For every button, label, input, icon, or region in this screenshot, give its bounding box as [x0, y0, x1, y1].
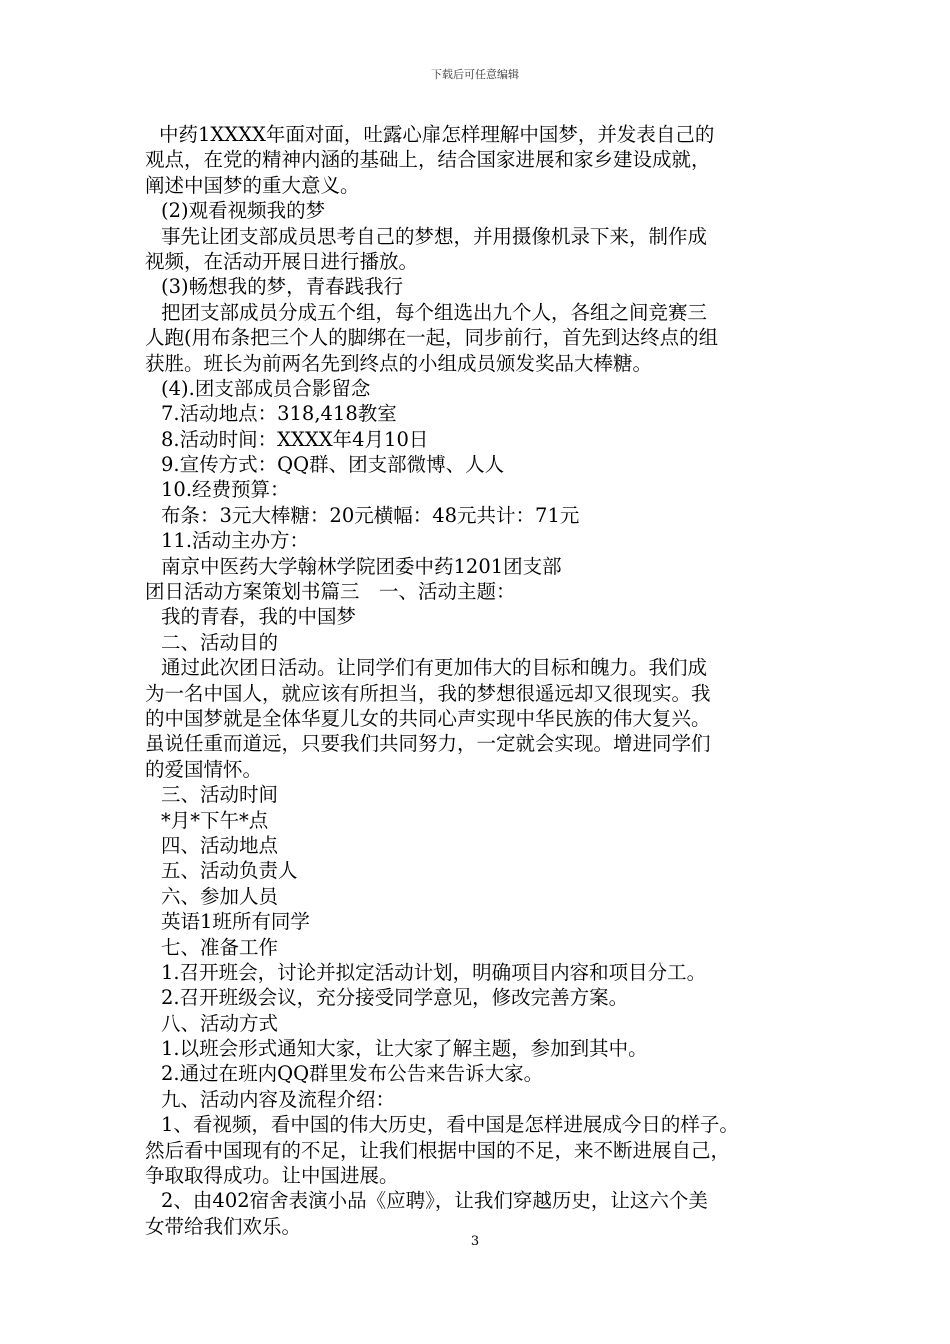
text-line: 11.活动主办方： [161, 529, 310, 553]
text-line: 观点，在党的精神内涵的基础上，结合国家进展和家乡建设成就， [145, 148, 711, 172]
page-header: 下载后可任意编辑 [431, 68, 519, 81]
text-line: 把团支部成员分成五个组，每个组选出九个人，各组之间竞赛三 [161, 300, 708, 324]
text-line: 7.活动地点：318,418教室 [161, 402, 397, 426]
text-line: 1.召开班会，讨论并拟定活动计划，明确项目内容和项目分工。 [161, 960, 707, 984]
text-line: 然后看中国现有的不足，让我们根据中国的不足，来不断进展自己， [145, 1138, 731, 1162]
text-line: 女带给我们欢乐。 [145, 1214, 302, 1238]
text-line: 团日活动方案策划书篇三 一、活动主题： [145, 580, 516, 604]
text-line: 人跑(用布条把三个人的脚绑在一起，同步前行，首先到达终点的组 [145, 326, 719, 350]
text-line: 八、活动方式 [161, 1011, 279, 1035]
text-line: 视频，在活动开展日进行播放。 [145, 249, 419, 273]
text-line: 三、活动时间 [161, 783, 279, 807]
text-line: (3)畅想我的梦，青春践我行 [161, 275, 404, 299]
text-line: 通过此次团日活动。让同学们有更加伟大的目标和魄力。我们成 [161, 656, 708, 680]
text-line: 九、活动内容及流程介绍： [161, 1087, 396, 1111]
text-line: 七、准备工作 [161, 935, 279, 959]
text-line: 南京中医药大学翰林学院团委中药1201团支部 [161, 554, 562, 578]
text-line: 8.活动时间：XXXX年4月10日 [161, 427, 429, 451]
text-line: 2.召开班级会议，充分接受同学意见，修改完善方案。 [161, 986, 629, 1010]
text-line: 英语1班所有同学 [161, 910, 310, 934]
text-line: 中药1XXXX年面对面，吐露心扉怎样理解中国梦，并发表自己的 [159, 123, 715, 146]
text-line: 二、活动目的 [161, 630, 279, 654]
document-body [145, 122, 815, 1239]
text-line: 获胜。班长为前两名先到终点的小组成员颁发奖品大棒糖。 [145, 351, 653, 375]
text-line: 2、由402宿舍表演小品《应聘》，让我们穿越历史，让这六个美 [161, 1189, 708, 1213]
text-line: 10.经费预算： [161, 478, 290, 502]
text-line: 1.以班会形式通知大家，让大家了解主题，参加到其中。 [161, 1037, 648, 1061]
text-line: 1、看视频，看中国的伟大历史，看中国是怎样进展成今日的样子。 [161, 1113, 739, 1137]
text-line: 的爱国情怀。 [145, 757, 263, 781]
text-line: *月*下午*点 [161, 808, 269, 832]
page-number: 3 [470, 1234, 480, 1249]
text-line: 四、活动地点 [161, 833, 279, 857]
text-line: (2)观看视频我的梦 [161, 199, 326, 223]
text-line: 布条：3元大棒糖：20元横幅：48元共计：71元 [161, 503, 580, 527]
text-line: 我的青春，我的中国梦 [161, 605, 357, 629]
text-line: 的中国梦就是全体华夏儿女的共同心声实现中华民族的伟大复兴。 [145, 706, 711, 730]
text-line: 五、活动负责人 [161, 859, 298, 883]
text-line: (4).团支部成员合影留念 [161, 376, 371, 400]
text-line: 六、参加人员 [161, 884, 279, 908]
text-line: 虽说任重而道远，只要我们共同努力，一定就会实现。增进同学们 [145, 732, 711, 756]
text-line: 为一名中国人，就应该有所担当，我的梦想很遥远却又很现实。我 [145, 681, 711, 705]
text-line: 2.通过在班内QQ群里发布公告来告诉大家。 [161, 1062, 544, 1086]
text-line: 争取取得成功。让中国进展。 [145, 1164, 399, 1188]
text-line: 9.宣传方式：QQ群、团支部微博、人人 [161, 453, 505, 477]
text-line: 事先让团支部成员思考自己的梦想，并用摄像机录下来，制作成 [161, 224, 708, 248]
text-line: 阐述中国梦的重大意义。 [145, 173, 360, 197]
